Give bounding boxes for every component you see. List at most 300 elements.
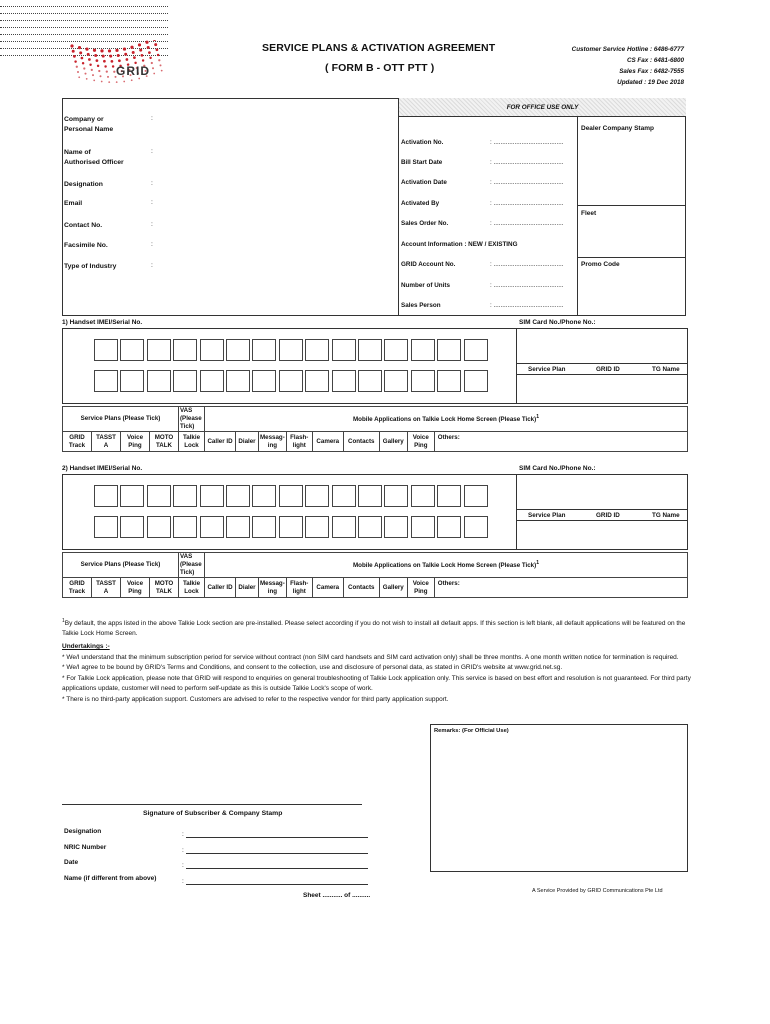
imei-digit-cell[interactable] [173,370,197,392]
logo-dot [116,81,118,83]
signature-line[interactable] [62,804,362,805]
imei-digit-cell[interactable] [94,516,118,538]
footnote-sup: 1 [62,618,65,624]
option-label-2: Lock [184,587,199,595]
option-label: Caller ID [207,437,233,445]
signature-field-input[interactable] [186,878,368,885]
app-checkbox[interactable] [259,432,287,452]
imei-digit-cell[interactable] [147,339,171,361]
customer-field-label: Name of [64,149,91,156]
app-checkbox[interactable] [407,432,434,452]
office-field-label: GRID Account No. [401,261,456,268]
imei-digit-cell[interactable] [200,516,224,538]
plan-header-line-top [516,509,688,510]
imei-digit-cell[interactable] [94,339,118,361]
office-field-value[interactable]: : ........................................ [490,200,564,207]
imei-digit-cell[interactable] [226,485,250,507]
dealer-stamp-label: Dealer Company Stamp [581,125,654,132]
service-plan-header: Service Plan [528,512,566,519]
contact-info [572,44,684,88]
logo-dot [139,49,142,52]
office-field-value[interactable]: : ........................................ [490,179,564,186]
field-colon: : [151,148,153,155]
logo-dot [93,79,95,81]
option-label: Messag- [260,433,285,441]
fleet-top-line [577,205,686,206]
option-label-2: A [103,587,109,595]
office-field-label: Activation No. [401,139,444,146]
logo-dot [133,56,136,59]
imei-digit-cell[interactable] [94,485,118,507]
office-field-label: Activation Date [401,179,447,186]
mobile-apps-sup: 1 [536,560,539,567]
logo-dot [118,59,121,62]
service-plans-title: Service Plans (Please Tick) [63,553,179,578]
imei-digit-cell[interactable] [226,516,250,538]
customer-field-label-2: Authorised Officer [64,159,124,166]
imei-digit-cell[interactable] [437,516,461,538]
plan-header-line-bottom [516,520,688,521]
logo-dot [112,65,114,67]
customer-field-input[interactable] [0,0,168,7]
logo-dot [106,71,108,73]
imei-digit-cell[interactable] [332,339,356,361]
others-field[interactable] [434,578,687,598]
service-plan-checkbox[interactable] [92,432,121,452]
office-use-title: FOR OFFICE USE ONLY [506,104,579,111]
signature-field-input[interactable] [186,847,368,854]
logo-dot [101,81,103,83]
promo-code-label: Promo Code [581,261,620,268]
tg-name-header: TG Name [652,512,680,519]
logo-dot [98,70,100,72]
app-checkbox[interactable] [379,578,407,598]
office-field-label: Activated By [401,200,440,207]
office-use-header [398,98,686,117]
logo-dot [115,49,118,52]
grid-id-header: GRID ID [596,366,620,373]
signature-field-label: Name (if different from above) [64,875,157,882]
imei-digit-cell[interactable] [384,516,408,538]
logo-dot [92,74,94,76]
logo-dot [76,66,78,68]
option-label-2: Track [68,441,86,449]
logo-dot [100,49,103,52]
customer-field-input[interactable] [0,21,168,28]
app-checkbox[interactable] [205,432,236,452]
office-field-value[interactable]: : ........................................ [490,261,564,268]
logo-dot [117,54,120,57]
imei-digit-cell[interactable] [279,339,303,361]
signature-colon: : [182,831,184,838]
grid-id-header: GRID ID [596,512,620,519]
option-label: Voice [412,579,429,587]
signature-caption: Signature of Subscriber & Company Stamp [143,810,283,817]
option-label-2: TALK [155,587,173,595]
app-checkbox[interactable] [343,578,379,598]
office-field-label: Sales Order No. [401,220,449,227]
office-divider [398,116,399,316]
option-label: Camera [316,437,340,445]
logo-dot [100,75,102,77]
logo-dot [77,71,79,73]
imei-digit-cell[interactable] [358,516,382,538]
office-field-label: Sales Person [401,302,441,309]
office-field-value[interactable]: : ........................................ [490,159,564,166]
imei-digit-cell[interactable] [120,370,144,392]
option-label-2: Ping [414,587,428,595]
option-label: Gallery [382,583,404,591]
app-checkbox[interactable] [312,432,343,452]
office-field-value[interactable]: : ........................................ [490,220,564,227]
option-label: MOTO [154,579,174,587]
logo-dot [107,76,109,78]
imei-digit-cell[interactable] [464,516,488,538]
logo-dot [70,44,73,47]
imei-digit-cell[interactable] [464,339,488,361]
office-field-value[interactable]: : ........................................ [490,302,564,309]
provider-text: A Service Provided by GRID Communications Pte Ltd [532,888,663,894]
stamp-divider [577,116,578,316]
imei-digit-cell[interactable] [226,370,250,392]
logo-dot [78,46,81,49]
field-colon: : [151,262,153,269]
hotline: Customer Service Hotline : 6486-6777 [571,46,684,53]
option-label: Dialer [238,583,256,591]
imei-digit-cell[interactable] [411,339,435,361]
logo-dot [89,63,91,65]
option-label: Flash- [290,579,309,587]
customer-field-label-2: Personal Name [64,126,114,133]
plan-header-line-top [516,363,688,364]
imei-digit-cell[interactable] [411,485,435,507]
imei-digit-cell[interactable] [464,370,488,392]
logo-dot [148,51,151,54]
signature-colon: : [182,862,184,869]
vas-title: VAS (Please Tick) [179,407,205,432]
fleet-label: Fleet [581,210,597,217]
logo-dot [132,51,135,54]
customer-field-label: Company or [64,116,104,123]
customer-field-label: Designation [64,181,103,188]
imei-digit-cell[interactable] [147,370,171,392]
customer-field-label: Email [64,200,83,207]
imei-digit-cell[interactable] [384,370,408,392]
signature-field-label: Designation [64,828,102,835]
option-label: Caller ID [207,583,233,591]
imei-digit-cell[interactable] [332,370,356,392]
app-checkbox[interactable] [286,432,312,452]
logo-dot [103,60,106,63]
option-label-2: light [292,587,306,595]
logo-dot [145,41,148,44]
sim-label: SIM Card No./Phone No.: [519,319,596,326]
imei-digit-cell[interactable] [120,516,144,538]
imei-digit-cell[interactable] [332,516,356,538]
undertaking-item-1: * We/I understand that the minimum subscription period for service without contract (non SIM card handsets and SIM card activation only) shall be three months. A one month written notice for termination is required. [62,653,679,661]
app-checkbox[interactable] [286,578,312,598]
logo-dot [126,58,129,61]
logo-dot [123,47,126,50]
updated-date: Updated : 19 Dec 2018 [617,79,684,86]
app-checkbox[interactable] [236,432,259,452]
vas-checkbox[interactable] [179,578,205,598]
app-checkbox[interactable] [343,432,379,452]
imei-digit-cell[interactable] [147,516,171,538]
app-checkbox[interactable] [379,432,407,452]
imei-digit-cell[interactable] [279,370,303,392]
signature-field-label: NRIC Number [64,844,107,851]
logo-dot [141,54,144,57]
form-subtitle: ( FORM B - OTT PTT ) [325,62,435,74]
option-label: TASST [96,433,116,441]
remarks-label: Remarks: (For Official Use) [434,728,509,734]
imei-digit-cell[interactable] [305,516,329,538]
logo-dot [93,49,96,52]
office-field-value[interactable]: : ........................................ [490,282,564,289]
option-label: Gallery [382,437,404,445]
service-plan-checkbox[interactable] [63,578,92,598]
vas-checkbox[interactable] [179,432,205,452]
imei-digit-cell[interactable] [226,339,250,361]
option-label: MOTO [154,433,174,441]
logo-dot [85,48,88,51]
app-checkbox[interactable] [236,578,259,598]
logo-dot [142,59,144,61]
option-label-2: Ping [414,441,428,449]
option-label-2: light [292,441,306,449]
logo-dot [158,59,160,61]
logo-dot [153,73,155,75]
logo-text: GRID [116,64,150,78]
form-title: SERVICE PLANS & ACTIVATION AGREEMENT [262,42,496,54]
imei-digit-cell[interactable] [173,485,197,507]
imei-digit-cell[interactable] [437,339,461,361]
logo-dot [73,55,76,58]
imei-digit-cell[interactable] [305,339,329,361]
logo-dot [147,46,150,49]
app-checkbox[interactable] [312,578,343,598]
logo-dot [156,48,159,51]
imei-digit-cell[interactable] [332,485,356,507]
office-field-label: Bill Start Date [401,159,443,166]
logo-dot [78,76,80,78]
imei-digit-cell[interactable] [279,485,303,507]
option-label: GRID [69,433,85,441]
signature-field-label: Date [64,859,79,866]
imei-digit-cell[interactable] [252,370,276,392]
footnote [62,616,692,639]
option-label-2: ing [267,441,278,449]
app-checkbox[interactable] [407,578,434,598]
customer-field-input[interactable] [0,14,168,21]
logo-dot [87,53,90,56]
logo-dot [149,57,151,59]
option-label: Contacts [348,583,375,591]
option-label: Voice [126,433,144,441]
logo-dot [123,81,125,83]
logo-dot [94,54,97,57]
option-label: Flash- [290,433,309,441]
imei-digit-cell[interactable] [305,485,329,507]
remarks-box[interactable] [430,724,688,872]
others-label: Others: [437,434,460,441]
service-plan-checkbox[interactable] [121,432,150,452]
imei-digit-cell[interactable] [200,370,224,392]
promo-top-line [577,257,686,258]
field-colon: : [151,241,153,248]
cs-fax: CS Fax : 6481-6800 [626,57,684,64]
imei-digit-cell[interactable] [173,339,197,361]
customer-field-input[interactable] [0,28,168,35]
logo-dot [83,67,85,69]
logo-dot [154,43,157,46]
option-label-2: Lock [184,441,199,449]
option-label-2: ing [267,587,278,595]
handset-label: 1) Handset IMEI/Serial No. [62,319,143,326]
imei-digit-cell[interactable] [437,370,461,392]
signature-field-input[interactable] [186,862,368,869]
service-plan-checkbox[interactable] [92,578,121,598]
imei-digit-cell[interactable] [358,485,382,507]
logo-dot [86,78,88,80]
logo-dot [85,73,87,75]
sim-divider [516,328,517,404]
logo-dot [104,65,106,67]
mobile-apps-sup: 1 [536,414,539,421]
logo-dot [153,40,156,41]
plan-header-line-bottom [516,374,688,375]
service-plans-title: Service Plans (Please Tick) [63,407,179,432]
service-plan-checkbox[interactable] [150,432,179,452]
imei-digit-cell[interactable] [384,485,408,507]
service-plan-header: Service Plan [528,366,566,373]
imei-digit-cell[interactable] [358,339,382,361]
imei-digit-cell[interactable] [173,516,197,538]
service-plan-checkbox[interactable] [121,578,150,598]
signature-colon: : [182,847,184,854]
imei-digit-cell[interactable] [279,516,303,538]
footnote-text: By default, the apps listed in the above Talkie Lock section are pre-installed. Please select according if you do not wish to install all default apps. If this section is left blank, all default applications will be featured on the Talkie Lock Home Screen. [62,620,686,638]
signature-field-input[interactable] [186,831,368,838]
logo-dot [111,60,114,63]
imei-digit-cell[interactable] [411,370,435,392]
others-label: Others: [437,580,460,587]
imei-digit-cell[interactable] [305,370,329,392]
option-label: GRID [69,579,85,587]
imei-digit-cell[interactable] [252,339,276,361]
option-label: TASST [96,579,116,587]
logo-dot [88,58,91,61]
vas-title: VAS (Please Tick) [179,553,205,578]
logo-dot [82,62,84,64]
imei-digit-cell[interactable] [437,485,461,507]
field-colon: : [151,180,153,187]
logo-dot [108,49,111,52]
logo-dot [102,55,105,58]
sim-label: SIM Card No./Phone No.: [519,465,596,472]
customer-field-label: Facsimile No. [64,242,108,249]
app-checkbox[interactable] [259,578,287,598]
imei-digit-cell[interactable] [120,485,144,507]
logo-dot [151,62,153,64]
mobile-apps-title [205,553,688,578]
field-colon: : [151,199,153,206]
imei-digit-cell[interactable] [358,370,382,392]
others-field[interactable] [434,432,687,452]
undertaking-item-4: * There is no third-party application support. Customers are advised to refer to the respective vendor for third party application support. [62,695,449,703]
logo-dot [108,81,110,83]
customer-field-label: Contact No. [64,222,103,229]
app-checkbox[interactable] [205,578,236,598]
logo-dot [96,59,99,62]
imei-digit-cell[interactable] [120,339,144,361]
imei-digit-cell[interactable] [464,485,488,507]
undertakings [62,642,692,705]
logo-dot [81,57,84,60]
option-label-2: Track [68,587,86,595]
option-label: Contacts [348,437,375,445]
option-label: Dialer [238,437,256,445]
logo-dot [131,79,133,81]
option-label-2: A [103,441,109,449]
option-label: Messag- [260,579,285,587]
service-plan-checkbox[interactable] [63,432,92,452]
logo-dot [160,64,162,66]
signature-colon: : [182,878,184,885]
field-colon: : [151,115,153,122]
mobile-apps-title [205,407,688,432]
imei-digit-cell[interactable] [252,485,276,507]
tg-name-header: TG Name [652,366,680,373]
logo-dot [161,70,163,72]
undertakings-title: Undertakings :- [62,643,110,650]
logo-dot [74,60,76,62]
undertaking-item-2: * We/I agree to be bound by GRID's Terms and Conditions, and consent to the collection, use and disclosure of personal data, as stated in GRID's website at www.grid.net.sg. [62,664,563,671]
logo-dot [79,51,82,54]
imei-digit-cell[interactable] [200,339,224,361]
logo-dot [138,43,141,46]
mobile-apps-title-text: Mobile Applications on Talkie Lock Home Screen (Please Tick) [353,562,537,570]
option-label: Voice [126,579,144,587]
service-plan-checkbox[interactable] [150,578,179,598]
sheet-label: Sheet ........... of .......... [303,892,371,899]
customer-field-input-2[interactable] [0,7,168,14]
options-table [62,552,688,598]
handset-label: 2) Handset IMEI/Serial No. [62,465,143,472]
field-colon: : [151,221,153,228]
imei-digit-cell[interactable] [147,485,171,507]
logo-dot [91,69,93,71]
option-label: Voice [412,433,429,441]
imei-digit-cell[interactable] [94,370,118,392]
grid-logo [62,40,172,90]
mobile-apps-title-text: Mobile Applications on Talkie Lock Home Screen (Please Tick) [353,416,537,424]
office-field-label: Number of Units [401,282,450,289]
imei-digit-cell[interactable] [200,485,224,507]
sim-divider [516,474,517,550]
logo-dot [152,67,154,69]
logo-dot [109,55,112,58]
imei-digit-cell[interactable] [252,516,276,538]
imei-digit-cell[interactable] [384,339,408,361]
office-field-label: Account Information : NEW / EXISTING [401,241,518,248]
office-field-value[interactable]: : ........................................ [490,139,564,146]
logo-dot [72,50,75,53]
imei-digit-cell[interactable] [411,516,435,538]
option-label-2: Ping [128,441,142,449]
logo-dot [97,65,99,67]
